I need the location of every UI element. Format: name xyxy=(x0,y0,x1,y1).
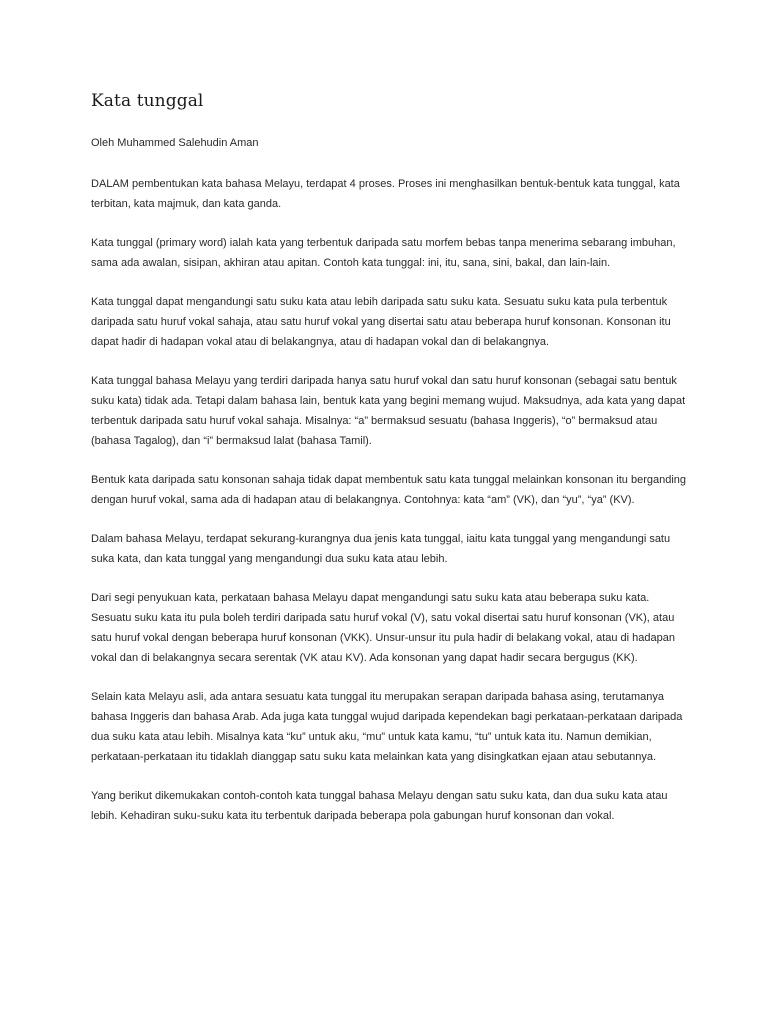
document-body xyxy=(91,174,687,845)
paragraph: DALAM pembentukan kata bahasa Melayu, terdapat 4 proses. Proses ini menghasilkan bentuk-bentuk kata tunggal, kata terbitan, kata majmuk, dan kata ganda. xyxy=(91,178,680,210)
paragraph: Kata tunggal (primary word) ialah kata yang terbentuk daripada satu morfem bebas tanpa menerima sebarang imbuhan, sama ada awalan, sisipan, akhiran atau apitan. Contoh kata tunggal: ini, itu, sana, sini, bakal, dan lain-lain. xyxy=(91,237,676,269)
paragraph: Kata tunggal dapat mengandungi satu suku kata atau lebih daripada satu suku kata. Sesuatu suku kata pula terbentuk daripada satu huruf vokal sahaja, atau satu huruf vokal yang disertai satu atau beberapa huruf konsonan. Konsonan itu dapat hadir di hadapan vokal atau di belakangnya, atau di hadapan vokal dan di belakangnya. xyxy=(91,296,671,348)
author-byline: Oleh Muhammed Salehudin Aman xyxy=(91,137,259,149)
paragraph: Bentuk kata daripada satu konsonan sahaja tidak dapat membentuk satu kata tunggal melainkan konsonan itu berganding dengan huruf vokal, sama ada di hadapan atau di belakangnya. Contohnya: kata “am” (VK), dan “yu”, “ya” (KV). xyxy=(91,474,687,506)
paragraph: Dalam bahasa Melayu, terdapat sekurang-kurangnya dua jenis kata tunggal, iaitu kata tunggal yang mengandungi satu suka kata, dan kata tunggal yang mengandungi dua suku kata atau lebih. xyxy=(91,533,671,565)
paragraph: Kata tunggal bahasa Melayu yang terdiri daripada hanya satu huruf vokal dan satu huruf konsonan (sebagai satu bentuk suku kata) tidak ada. Tetapi dalam bahasa lain, bentuk kata yang begini memang wujud. Maksudnya, ada kata yang dapat terbentuk daripada satu huruf vokal sahaja. Misalnya: “a” bermaksud sesuatu (bahasa Inggeris), “o” bermaksud atau (bahasa Tagalog), dan “i” bermaksud lalat (bahasa Tamil). xyxy=(91,375,686,447)
paragraph: Dari segi penyukuan kata, perkataan bahasa Melayu dapat mengandungi satu suku kata atau beberapa suku kata. Sesuatu suku kata itu pula boleh terdiri daripada satu huruf vokal (V), satu vokal disertai satu huruf konsonan (VK), atau satu huruf vokal dengan beberapa huruf konsonan (VKK). Unsur-unsur itu pula hadir di belakang vokal, atau di hadapan vokal dan di belakangnya secara serentak (VK atau KV). Ada konsonan yang dapat hadir secara bergugus (KK). xyxy=(91,592,675,664)
paragraph: Selain kata Melayu asli, ada antara sesuatu kata tunggal itu merupakan serapan daripada bahasa asing, terutamanya bahasa Inggeris dan bahasa Arab. Ada juga kata tunggal wujud daripada kependekan bagi perkataan-perkataan daripada dua suku kata atau lebih. Misalnya kata “ku” untuk aku, “mu” untuk kata kamu, “tu” untuk kata itu. Namun demikian, perkataan-perkataan itu tidaklah dianggap satu suku kata melainkan kata yang disingkatkan ejaan atau sebutannya. xyxy=(91,691,683,763)
paragraph: Yang berikut dikemukakan contoh-contoh kata tunggal bahasa Melayu dengan satu suku kata, dan dua suku kata atau lebih. Kehadiran suku-suku kata itu terbentuk daripada beberapa pola gabungan huruf konsonan dan vokal. xyxy=(91,790,668,822)
document-title: Kata tunggal xyxy=(91,91,204,111)
